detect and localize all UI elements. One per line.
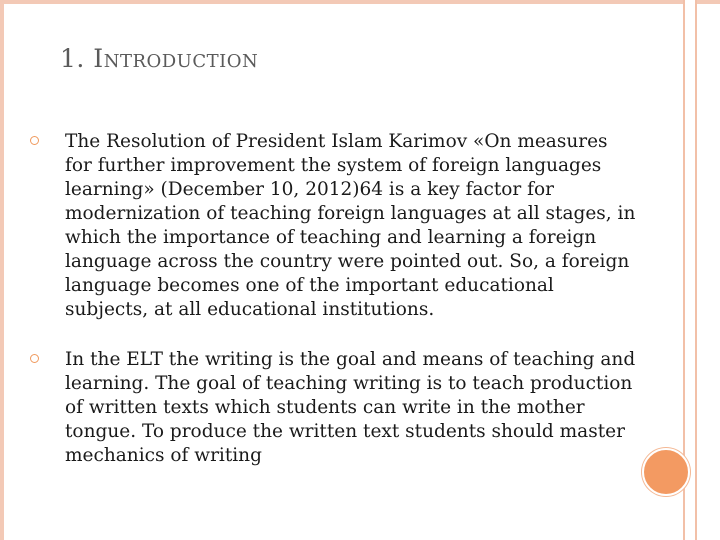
orange-circle-decoration-icon xyxy=(642,448,690,496)
slide-title-prefix: 1. I xyxy=(60,44,104,73)
slide-frame-left xyxy=(0,0,4,540)
bullet-item xyxy=(30,348,640,468)
bullet-list xyxy=(30,130,640,494)
bullet-item xyxy=(30,130,640,322)
bullet-text: The Resolution of President Islam Karimov «On measures for further improvement the system of foreign languages learning» (December 10, 2012)64 is a key factor for modernization of teaching foreign languages at all stages, in which the importance of teaching and learning a foreign language across the country were pointed out. So, a foreign language becomes one of the important educational subjects, at all educational institutions. xyxy=(65,131,636,320)
slide-title xyxy=(60,44,258,77)
slide-frame-top xyxy=(0,0,720,4)
hollow-circle-bullet-icon xyxy=(30,354,39,363)
hollow-circle-bullet-icon xyxy=(30,136,39,145)
bullet-text: In the ELT the writing is the goal and means of teaching and learning. The goal of teaching writing is to teach production of written texts which students can write in the mother tongue. To produce the written text students should master mechanics of writing xyxy=(65,349,636,466)
slide-title-rest: NTRODUCTION xyxy=(103,51,259,72)
